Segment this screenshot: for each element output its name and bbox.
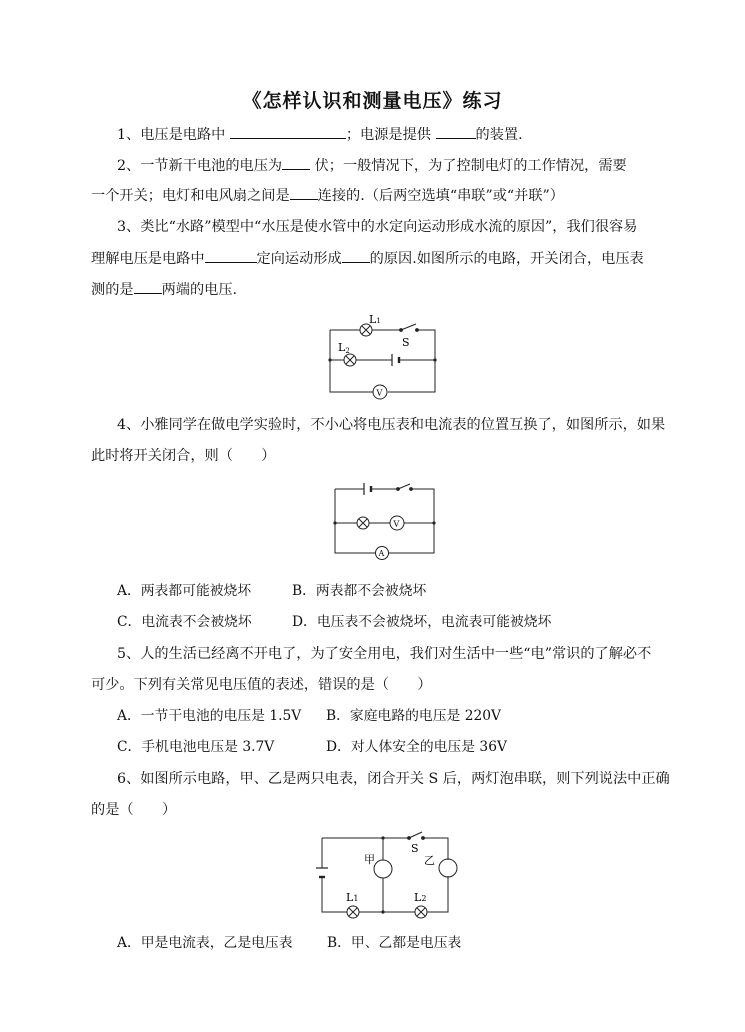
question-2-line-1: 2、一节新干电池的电压为 伏；一般情况下，为了控制电灯的工作情况，需要: [117, 155, 687, 176]
label-jia: 甲: [364, 853, 375, 866]
blank-3b[interactable]: [342, 248, 370, 263]
option-4c[interactable]: C．电流表不会被烧坏: [117, 614, 252, 630]
option-6b[interactable]: B．甲、乙都是电压表: [327, 935, 462, 951]
question-6-line-2: 的是（ ）: [91, 802, 177, 818]
label-switch: S: [402, 336, 410, 349]
question-5-line-1: 5、人的生活已经离不开电了，为了安全用电，我们对生活中一些“电”常识的了解必不: [117, 646, 652, 662]
question-4-line-2: 此时将开关闭合，则（ ）: [91, 448, 276, 464]
question-3-line-1: 3、类比“水路”模型中“水压是使水管中的水定向运动形成水流的原因”，我们很容易: [117, 219, 638, 235]
blank-2a[interactable]: [282, 155, 310, 170]
label-l2: L2: [414, 891, 427, 904]
blank-1a[interactable]: [230, 124, 346, 139]
question-5-line-2: 可少。下列有关常见电压值的表述，错误的是（ ）: [91, 677, 432, 693]
option-4b[interactable]: B．两表都不会被烧坏: [292, 583, 427, 599]
label-l1: L1: [369, 313, 381, 326]
option-4d[interactable]: D．电压表不会被烧坏，电流表可能被烧坏: [292, 614, 552, 630]
option-6a[interactable]: A．甲是电流表，乙是电压表: [117, 935, 293, 951]
question-6-line-1: 6、如图所示电路，甲、乙是两只电表，闭合开关 S 后，两灯泡串联，则下列说法中正确: [117, 771, 670, 787]
circuit-figure-3: [318, 830, 464, 918]
blank-2b[interactable]: [290, 185, 318, 200]
question-1: 1、电压是电路中 ；电源是提供 的装置.: [117, 124, 687, 145]
circuit-figure-2: [333, 483, 437, 559]
page-title: 《怎样认识和测量电压》练习: [242, 90, 503, 112]
voltmeter-icon: V: [376, 388, 383, 398]
label-switch: S: [411, 842, 419, 855]
label-yi: 乙: [424, 854, 435, 867]
question-2-line-2: 一个开关；电灯和电风扇之间是 连接的.（后两空选填“串联”或“并联”）: [91, 185, 661, 206]
question-3-line-2: 理解电压是电路中 定向运动形成 的原因.如图所示的电路，开关闭合，电压表: [91, 248, 661, 269]
option-5c[interactable]: C．手机电池电压是 3.7V: [117, 739, 275, 755]
blank-3c[interactable]: [134, 279, 162, 294]
ammeter-icon: A: [378, 549, 385, 558]
option-5d[interactable]: D．对人体安全的电压是 36V: [326, 739, 507, 755]
question-3-line-3: 测的是 两端的电压.: [91, 279, 661, 300]
question-4-line-1: 4、小雅同学在做电学实验时，不小心将电压表和电流表的位置互换了，如图所示，如果: [117, 417, 666, 433]
option-5a[interactable]: A．一节干电池的电压是 1.5V: [117, 708, 302, 724]
option-5b[interactable]: B．家庭电路的电压是 220V: [326, 708, 501, 724]
voltmeter-icon: V: [393, 519, 400, 529]
option-4a[interactable]: A．两表都可能被烧坏: [117, 583, 252, 599]
blank-3a[interactable]: [205, 248, 257, 263]
circuit-figure-1: [320, 313, 442, 398]
label-l1: L1: [346, 891, 359, 904]
blank-1b[interactable]: [436, 124, 476, 139]
label-l2: L2: [338, 341, 350, 355]
